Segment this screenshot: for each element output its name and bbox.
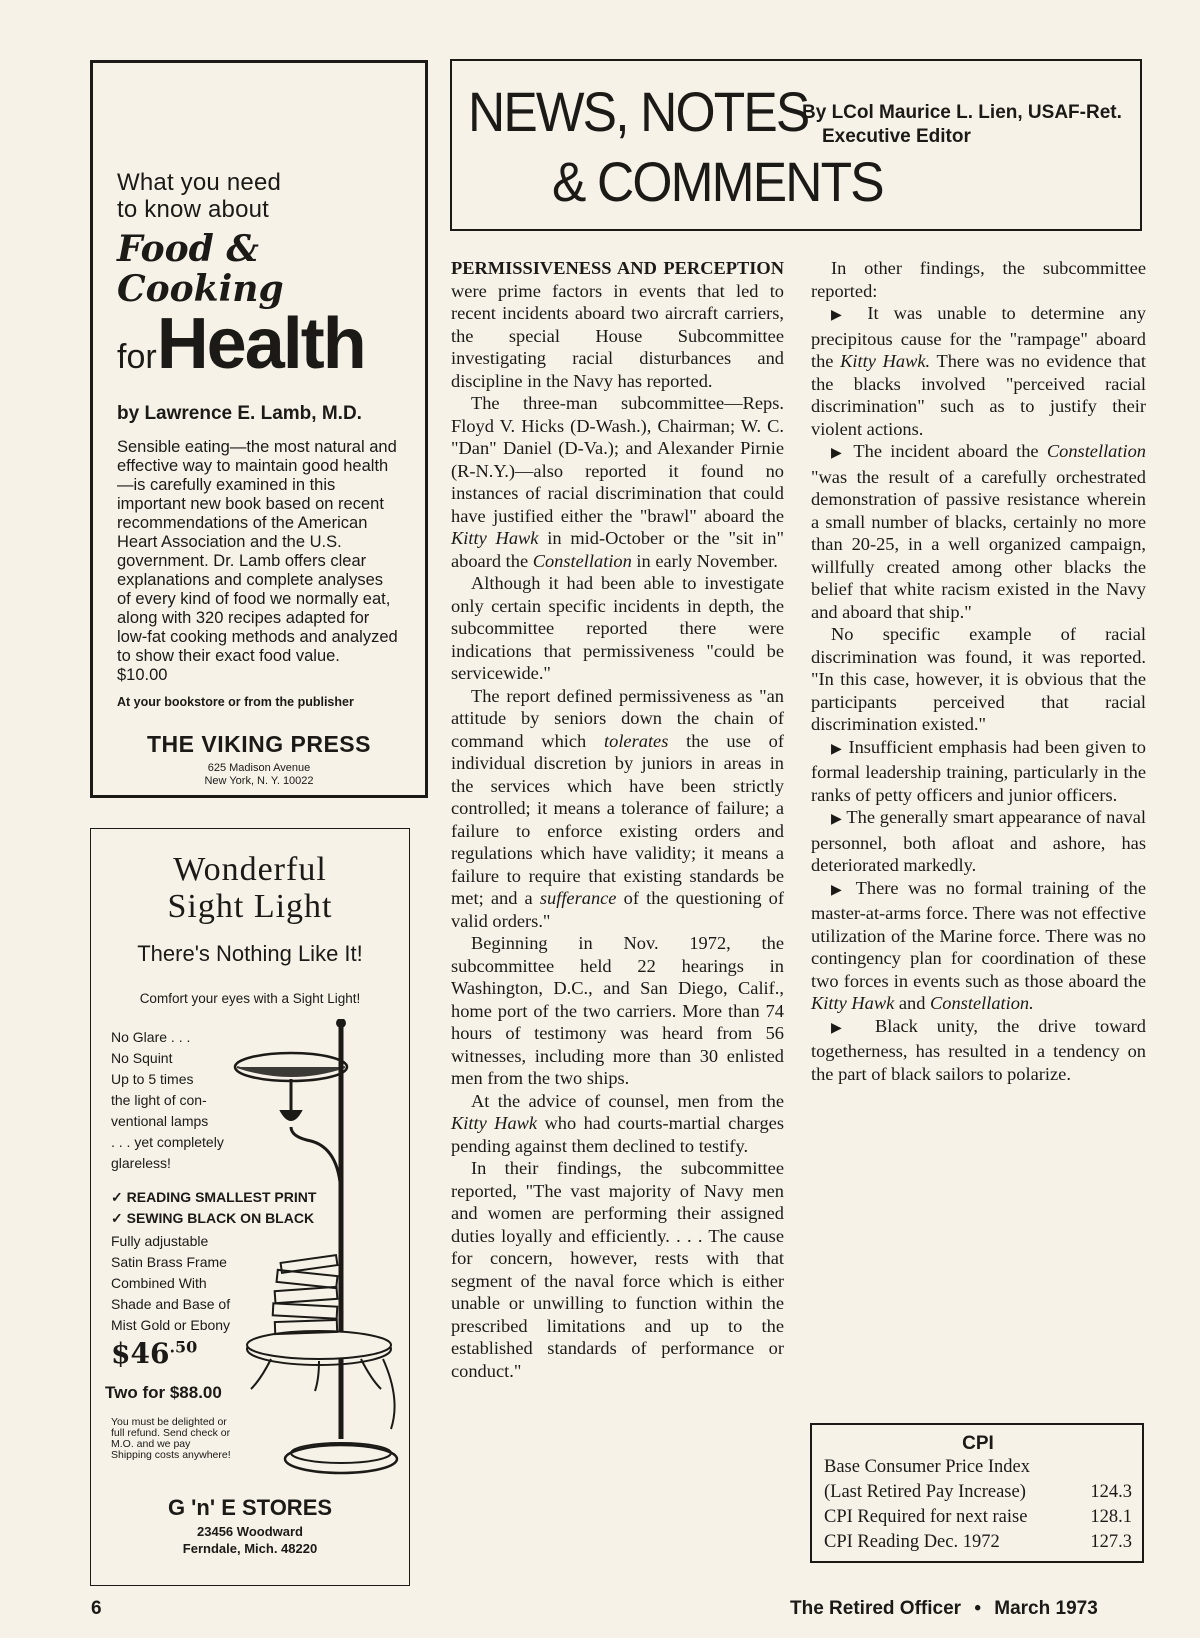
- article-paragraph: The report defined permissiveness as "an attitude by seniors down the chain of command which tolerates the use of individual discretion by juniors in areas in the services which have been strictly controlled; it means a tolerance of failure; a failure to enforce existing orders and regulations which have validity; it means a failure to require that existing standards be met; and a sufferance of the questioning of valid orders.": [451, 685, 784, 931]
- ad-light-tagline: There's Nothing Like It!: [137, 941, 363, 966]
- article-paragraph: No specific example of racial discrimination was found, it was reported. "In this case, however, it is obvious that the participants perceived that racial discrimination existed.": [811, 624, 1146, 734]
- article-bullet: ▶ It was unable to determine any precipitous cause for the "rampage" aboard the Kitty Hawk. There was no evidence that the blacks involved "perceived racial discrimination" such as to justify their violent actions.: [811, 303, 1146, 439]
- ad-light-checks: ✓ READING SMALLEST PRINT ✓ SEWING BLACK ON BLACK: [111, 1189, 317, 1226]
- cpi-row: CPI Required for next raise 128.1: [824, 1507, 1132, 1527]
- ad-light-refund: You must be delighted or full refund. Send check or M.O. and we pay Shipping costs anywhere!: [111, 1416, 231, 1461]
- triangle-right-icon: ▶: [831, 1020, 857, 1036]
- header-title-line2: & COMMENTS: [552, 150, 883, 213]
- ad-light-store-address: 23456 Woodward Ferndale, Mich. 48220: [182, 1524, 318, 1556]
- ad-light-specs: Fully adjustable Satin Brass Frame Combined With Shade and Base of Mist Gold or Ebony: [111, 1233, 231, 1333]
- triangle-right-icon: ▶: [831, 741, 843, 757]
- article-bullet: ▶ The incident aboard the Constellation "was the result of a carefully orchestrated demonstration of passive resistance wherein a small number of blacks, certainly no more than 20-25, in a well organized campaign, willfully created among other blacks the belief that white racism existed in the Navy and aboard that ship.": [811, 441, 1146, 622]
- article-bullet: ▶ Black unity, the drive toward togetherness, has resulted in a tendency on the part of black sailors to polarize.: [811, 1015, 1146, 1084]
- triangle-right-icon: ▶: [831, 446, 846, 461]
- ad-light-features: No Glare . . . No Squint Up to 5 times the light of con- ventional lamps . . . yet completely glareless!: [111, 1029, 224, 1171]
- food-cooking-ad: [90, 60, 428, 798]
- ad-title-health: forHealth: [117, 304, 365, 384]
- triangle-right-icon: ▶: [831, 882, 847, 898]
- article-paragraph: Although it had been able to investigate only certain specific incidents in depth, the subcommittee reported there were indications that permissiveness "could be servicewide.": [451, 573, 784, 683]
- article-paragraph: Beginning in Nov. 1972, the subcommittee held 22 hearings in Washington, D.C., and San Diego, Calif., home port of the two carriers. More than 74 hours of testimony was heard from 56 witnesses, including more than 30 enlisted men from the two ships.: [451, 933, 784, 1088]
- header-byline: By LCol Maurice L. Lien, USAF-Ret. Executive Editor: [802, 102, 1122, 147]
- article-column-1: [451, 257, 784, 1382]
- ad-availability: At your bookstore or from the publisher: [117, 695, 354, 709]
- check-mark-icon: ✓: [111, 1210, 123, 1226]
- header-title-line1: NEWS, NOTES: [468, 80, 809, 143]
- ad-light-title: Wonderful Sight Light: [167, 851, 333, 925]
- ad-light-price: $\$46^{.50}$: [111, 1337, 198, 1370]
- article-paragraph: PERMISSIVENESS AND PERCEPTION were prime factors in events that led to recent incidents aboard two aircraft carriers, the special House Subcommittee investigating racial disturbances and discipline in the Navy has reported.: [451, 258, 784, 391]
- article-bullet: ▶ The generally smart appearance of naval personnel, both afloat and ashore, has deteriorated markedly.: [811, 807, 1146, 875]
- ad-title-food-cooking: Food & Cooking: [117, 228, 284, 310]
- cpi-row: Base Consumer Price Index: [824, 1457, 1031, 1477]
- publisher-name: THE VIKING PRESS: [147, 731, 371, 757]
- article-bullet: ▶ Insufficient emphasis had been given to formal leadership training, particularly in the ranks of petty officers and junior officers.: [811, 736, 1146, 805]
- ad-light-comfort: Comfort your eyes with a Sight Light!: [139, 991, 361, 1006]
- ad-light-store: G 'n' E STORES: [167, 1495, 333, 1520]
- triangle-right-icon: ▶: [831, 812, 842, 827]
- article-paragraph: The three-man subcommittee—Reps. Floyd V. Hicks (D-Wash.), Chairman; W. C. "Dan" Daniel (D-Va.); and Alexander Pirnie (R-N.Y.)—also reported it found no instances of racial discrimination that could have justified either the "brawl" aboard the Kitty Hawk in mid-October or the "sit in" aboard the Constellation in early November.: [451, 393, 784, 571]
- article-paragraph: In their findings, the subcommittee reported, "The vast majority of Navy men and women are performing their assigned duties loyally and efficiently. . . . The cause for concern, however, rests with that segment of the naval force which is either unable or unwilling to function within the prescribed limitations and up to the established standards of performance or conduct.": [451, 1158, 784, 1381]
- article-bullet: ▶ There was no formal training of the master-at-arms force. There was not effective utilization of the Marine force. There was no contingency plan for coordination of these two forces in events such as those aboard the Kitty Hawk and Constellation.: [811, 877, 1146, 1013]
- floor-lamp-illustration: [231, 1019, 411, 1499]
- cpi-title: CPI: [962, 1433, 994, 1454]
- cpi-row: (Last Retired Pay Increase) 124.3: [824, 1482, 1132, 1502]
- ad-price: $10.00: [117, 666, 168, 684]
- ad-byline: by Lawrence E. Lamb, M.D.: [117, 403, 362, 424]
- cpi-box: [810, 1423, 1144, 1563]
- article-paragraph: At the advice of counsel, men from the Kitty Hawk who had courts-martial charges pending against them declined to testify.: [451, 1090, 784, 1156]
- footer-publication: The Retired Officer • March 1973: [790, 1598, 1098, 1619]
- sight-light-ad: [90, 828, 410, 1586]
- check-mark-icon: ✓: [111, 1189, 123, 1205]
- article-column-2: [811, 257, 1146, 1085]
- article-paragraph: In other findings, the subcommittee reported:: [811, 258, 1146, 301]
- ad-kicker: What you need to know about: [117, 169, 282, 223]
- ad-blurb: Sensible eating—the most natural and effective way to maintain good health—is carefully examined in this important new book based on recent recommendations of the American Heart Association and the U.S. government. Dr. Lamb offers clear explanations and complete analyses of every kind of food we normally eat, along with 320 recipes adapted for low-fat cooking methods and analyzed to show their exact food value. $10.00: [117, 438, 398, 684]
- bullet-icon: •: [974, 1598, 981, 1619]
- publisher-address: 625 Madison Avenue New York, N. Y. 10022: [204, 762, 314, 787]
- page-number: 6: [91, 1598, 102, 1619]
- cpi-row: CPI Reading Dec. 1972 127.3: [824, 1532, 1132, 1552]
- triangle-right-icon: ▶: [831, 308, 853, 323]
- ad-light-two-for: Two for $88.00: [105, 1383, 222, 1402]
- column-header: [450, 59, 1142, 231]
